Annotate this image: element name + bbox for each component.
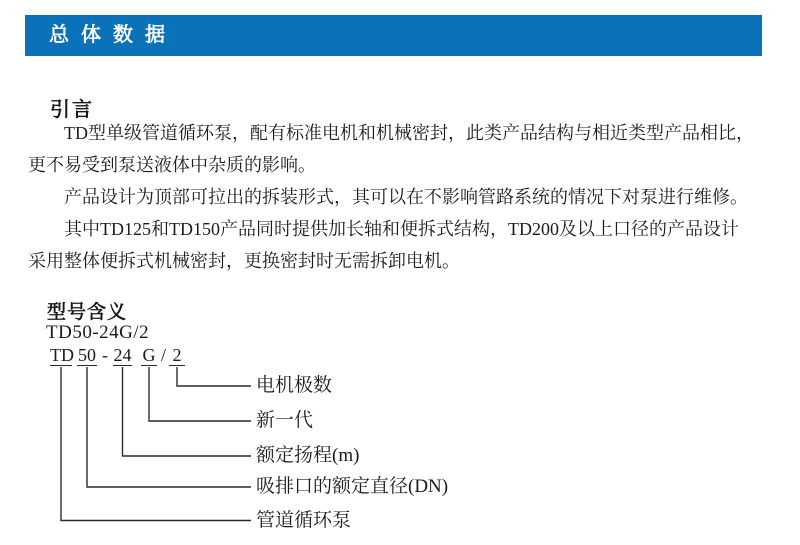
- intro-paragraph-1-line-2: 更不易受到泵送液体中杂质的影响。: [28, 155, 316, 175]
- section-header-bar: [25, 15, 762, 56]
- model-token-series: TD: [50, 345, 74, 365]
- model-token-poles: 2: [169, 345, 185, 366]
- model-token-head: 24: [113, 345, 132, 365]
- model-label-pipeline-pump: 管道循环泵: [256, 510, 352, 531]
- model-label-rated-head: 额定扬程(m): [256, 445, 360, 466]
- model-code: TD50-24G/2: [46, 322, 150, 343]
- intro-paragraph-3-line-2: 采用整体便拆式机械密封，更换密封时无需拆卸电机。: [28, 251, 460, 271]
- model-token-dash: -: [102, 345, 108, 365]
- model-label-motor-poles: 电机极数: [256, 375, 333, 396]
- intro-paragraph-2: 产品设计为顶部可拉出的拆装形式，其可以在不影响管路系统的情况下对泵进行维修。: [64, 187, 748, 207]
- intro-paragraphs: [28, 117, 788, 277]
- model-token-generation: G: [142, 345, 156, 365]
- model-label-rated-diameter: 吸排口的额定直径(DN): [256, 476, 449, 497]
- model-token-diameter: 50: [78, 345, 96, 365]
- intro-heading: 引言: [50, 99, 94, 121]
- model-label-new-generation: 新一代: [256, 410, 314, 431]
- model-token-slash: /: [160, 345, 166, 365]
- intro-paragraph-3-line-1: 其中TD125和TD150产品同时提供加长轴和便拆式结构，TD200及以上口径的产品设计: [64, 219, 739, 239]
- section-title: 总体数据: [49, 24, 177, 46]
- intro-paragraph-1-line-1: TD型单级管道循环泵，配有标准电机和机械密封，此类产品结构与相近类型产品相比，: [64, 123, 754, 143]
- model-meaning-heading: 型号含义: [47, 302, 128, 323]
